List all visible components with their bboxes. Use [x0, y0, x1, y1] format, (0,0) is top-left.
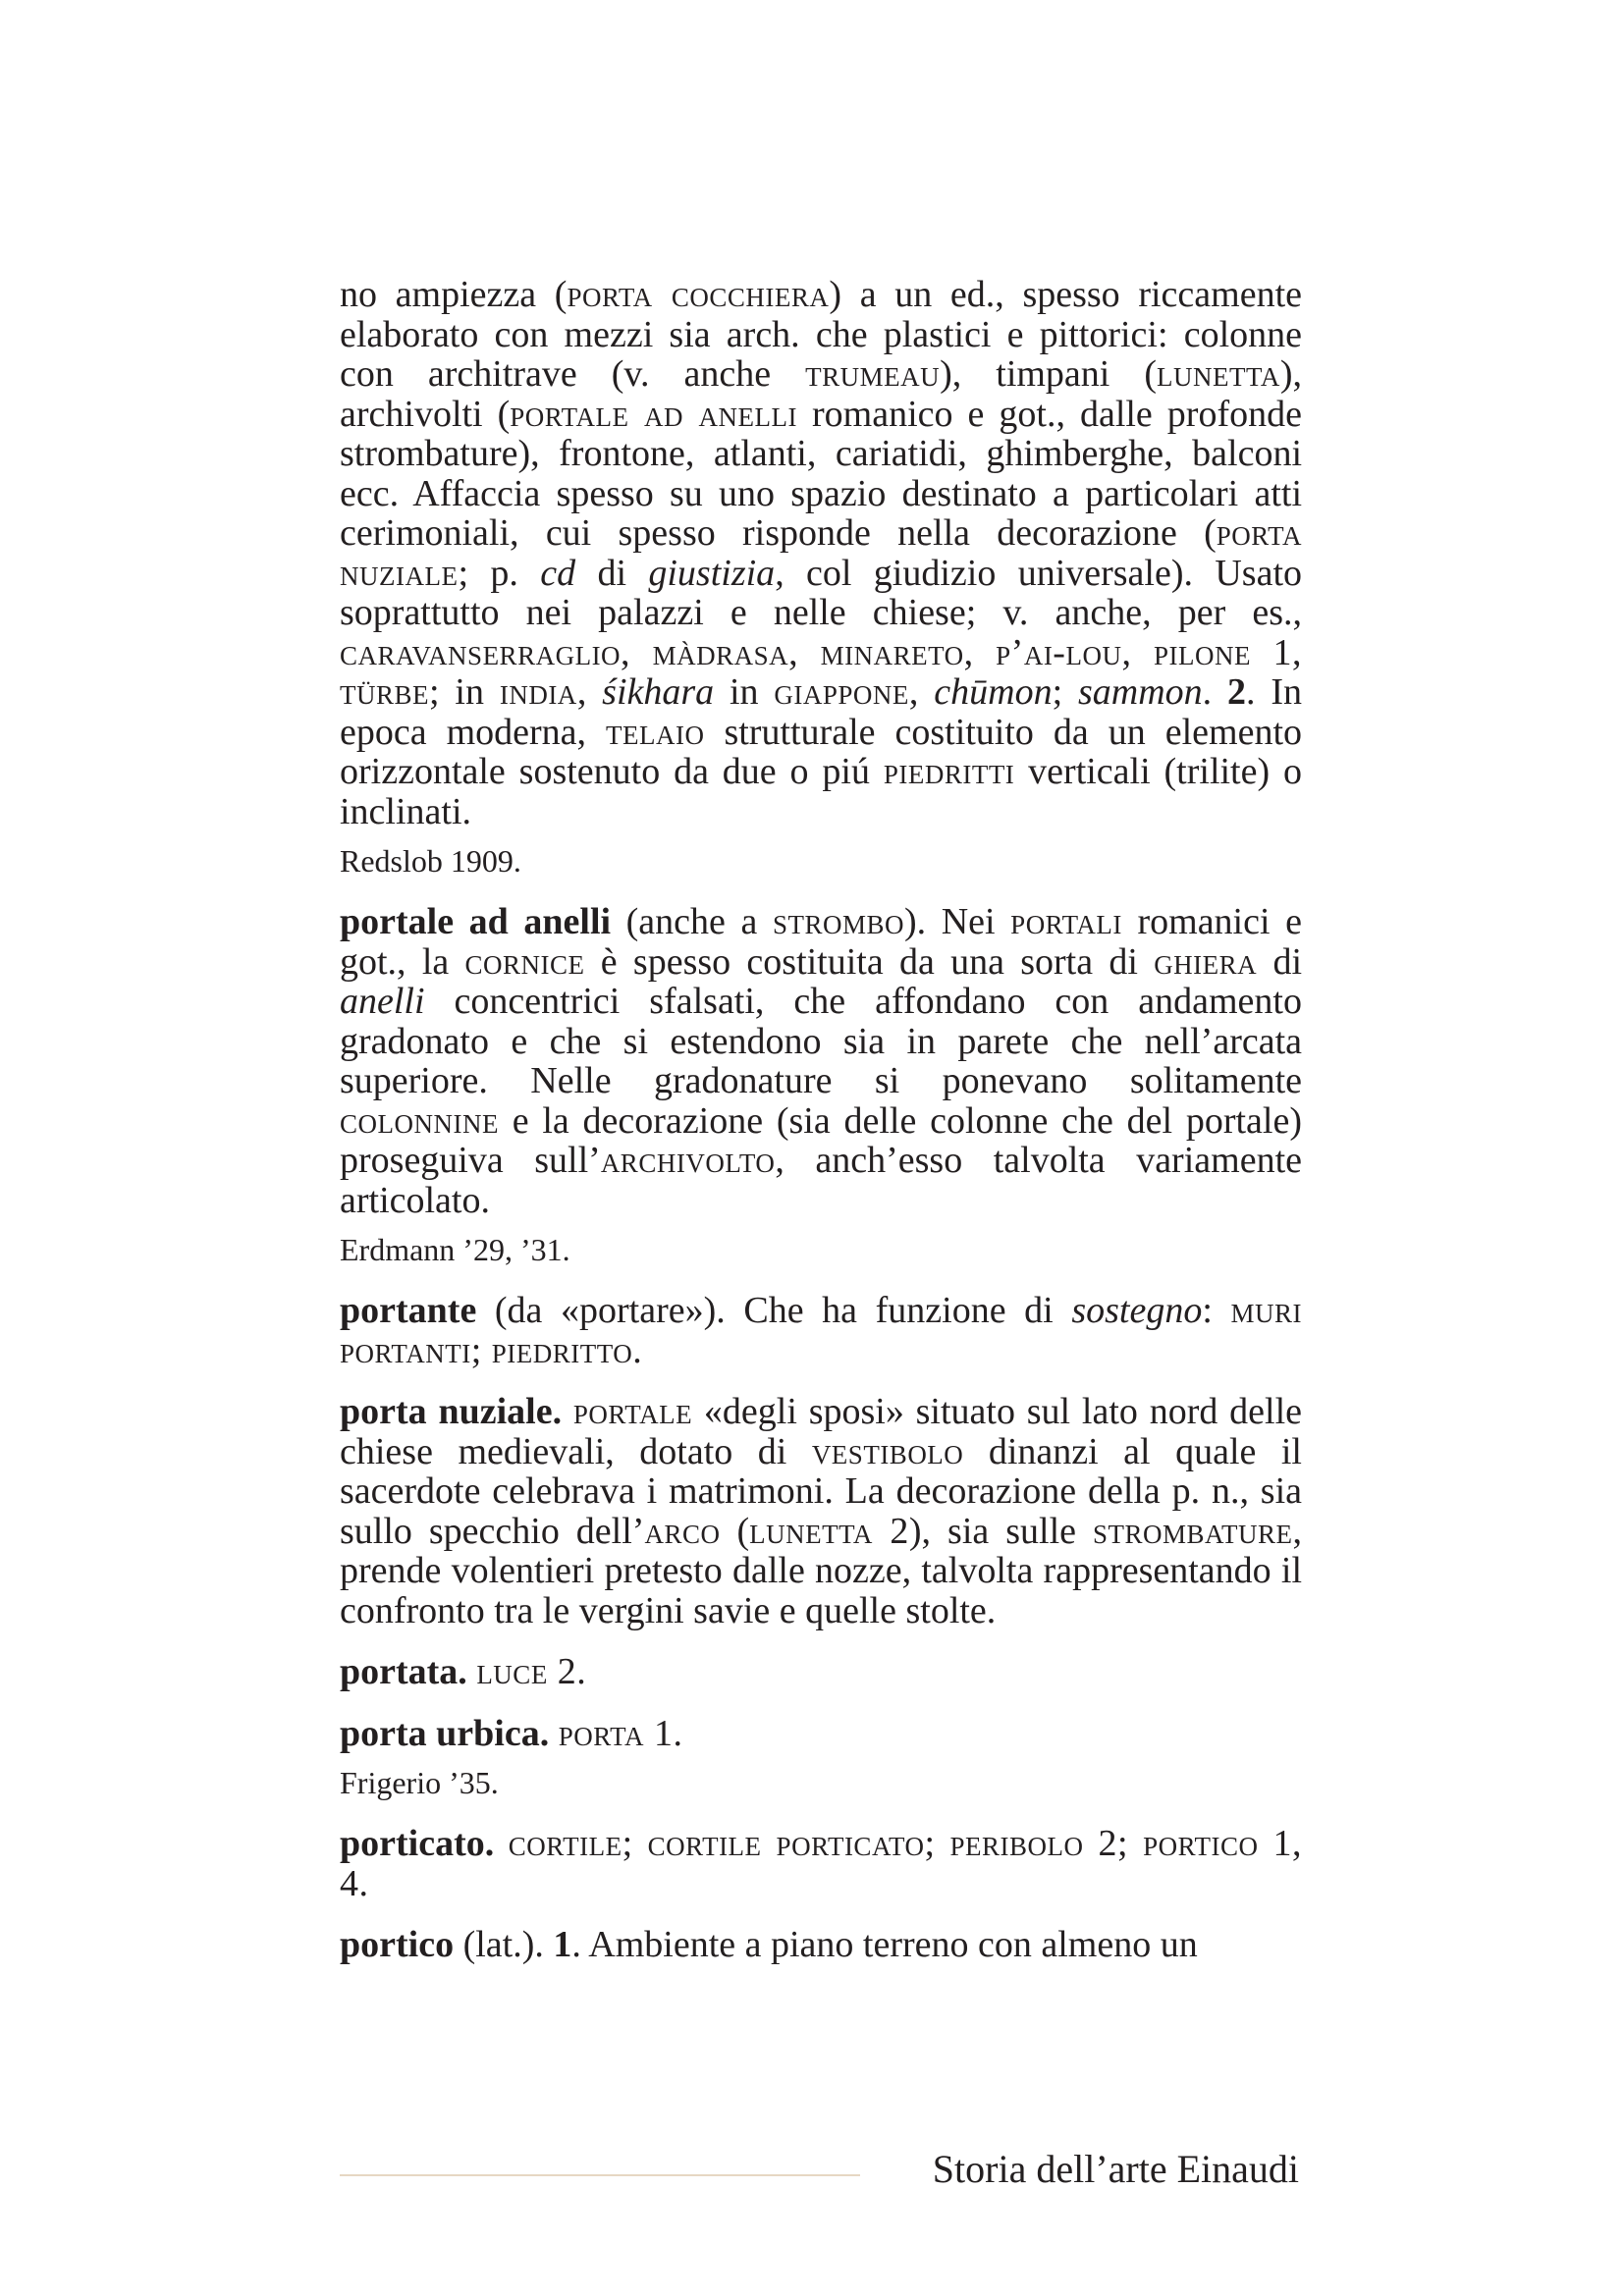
cross-reference: lunetta	[1157, 353, 1280, 395]
entry-headword: portata.	[340, 1651, 467, 1692]
cross-reference: telaio	[606, 711, 705, 753]
cross-reference: porta nuziale	[340, 512, 1302, 594]
entry-portata	[340, 1652, 1302, 1692]
italic-term: sammon	[1077, 671, 1203, 713]
cross-reference: porta 1.	[558, 1712, 683, 1754]
cross-reference: colonnine	[340, 1099, 499, 1142]
text-column	[340, 275, 1302, 1965]
entry-headword: porta nuziale.	[340, 1391, 563, 1432]
entry-headword: porta urbica.	[340, 1712, 550, 1754]
cross-reference: portali	[1010, 901, 1122, 942]
italic-term: sostegno	[1071, 1290, 1203, 1331]
cross-reference: luce 2.	[476, 1651, 587, 1692]
entry-porticato	[340, 1824, 1302, 1903]
italic-term: anelli	[340, 981, 425, 1022]
cross-reference: cornice	[464, 940, 585, 983]
entry-portale-ad-anelli: portale ad anelli (anche a strombo). Nei portali romanici e got., la cornice è spesso costituita da una sorta di ghiera di anelli concentrici sfalsati, che affondano con andamento gradonato e che si estendono sia in parete che nell’arcata superiore. Nelle gradonature si ponevano solitamente colonnine e la decorazione (sia delle colonne che del portale) proseguiva sull’archivolto, anch’esso talvolta variamente articolato.	[340, 901, 1303, 1221]
cross-reference: piedritti	[883, 751, 1015, 792]
cross-reference: strombo	[772, 901, 904, 942]
cross-reference: giappone	[774, 671, 909, 713]
entry-portante: portante (da «portare»). Che ha funzione di sostegno: muri portanti; piedritto.	[340, 1290, 1302, 1371]
cross-reference: trumeau	[805, 353, 941, 395]
entry-porta-continuation: no ampiezza (porta cocchiera) a un ed., spesso riccamente elaborato con mezzi sia arch. che plastici e pittorici: colonne con architrave (v. anche trumeau), timpani (lunetta), archivolti (portale ad anelli romanico e got., dalle profonde strombature), frontone, atlanti, cariatidi, ghimberghe, balconi ecc. Affaccia spesso su uno spazio destinato a particolari atti cerimoniali, cui spesso risponde nella decorazione (porta nuziale; p. cd di giustizia, col giudizio universale). Usato soprattutto nei palazzi e nelle chiese; v. anche, per es., caravanserraglio, màdrasa, minareto, p’ai-lou, pilone 1, türbe; in india, śikhara in giappone, chūmon; sammon. 2. In epoca moderna, telaio strutturale costituito da un elemento orizzontale sostenuto da due o piú piedritti verticali (trilite) o inclinati.	[340, 274, 1303, 832]
sense-number: 2	[1227, 671, 1247, 713]
sense-number: 1	[553, 1924, 572, 1965]
italic-term: śikhara	[602, 671, 715, 713]
cross-reference: archivolto	[600, 1140, 776, 1181]
cross-reference: india	[499, 671, 577, 713]
cross-reference: vestibolo	[811, 1430, 964, 1472]
entry-portico: portico (lat.). 1. Ambiente a piano terreno con almeno un	[340, 1924, 1198, 1965]
italic-term: chūmon	[934, 671, 1053, 713]
cross-reference: arco	[644, 1510, 721, 1552]
cross-reference: cortile; cortile porticato; peribolo 2; portico 1, 4.	[340, 1823, 1302, 1904]
bibliography-note: Redslob 1909.	[340, 843, 521, 879]
italic-term: cd	[540, 552, 576, 594]
entry-porta-nuziale: porta nuziale. portale «degli sposi» situato sul lato nord delle chiese medievali, dotato di vestibolo dinanzi al quale il sacerdote celebrava i matrimoni. La decorazione della p. n., sia sullo specchio dell’arco (lunetta 2), sia sulle strombature, prende volentieri pretesto dalle nozze, talvolta rappresentando il confronto tra le vergini savie e quelle stolte.	[340, 1391, 1303, 1631]
footer-publisher: Storia dell’arte Einaudi	[932, 2147, 1299, 2191]
entry-headword: porticato.	[340, 1823, 495, 1864]
bibliography-note: Frigerio ’35.	[340, 1765, 499, 1800]
cross-reference: lunetta 2	[749, 1510, 909, 1552]
footer-rule	[340, 2174, 860, 2176]
cross-reference: strombature	[1092, 1510, 1293, 1552]
italic-term: giustizia	[648, 552, 776, 594]
entry-porta-urbica	[340, 1714, 1302, 1754]
entry-headword: portico	[340, 1924, 455, 1965]
bibliography-note: Erdmann ’29, ’31.	[340, 1232, 570, 1267]
cross-reference: ghiera	[1154, 940, 1258, 983]
entry-headword: portale ad anelli	[340, 901, 612, 942]
cross-reference: portale	[572, 1391, 693, 1432]
cross-reference: porta cocchiera	[567, 274, 830, 315]
cross-reference: portale ad anelli	[510, 393, 797, 435]
cross-reference: muri portanti; piedritto.	[340, 1290, 1302, 1371]
cross-reference: caravanserraglio, màdrasa, minareto, p’ai-lou, pilone 1, türbe	[340, 631, 1302, 713]
entry-headword: portante	[340, 1290, 477, 1331]
